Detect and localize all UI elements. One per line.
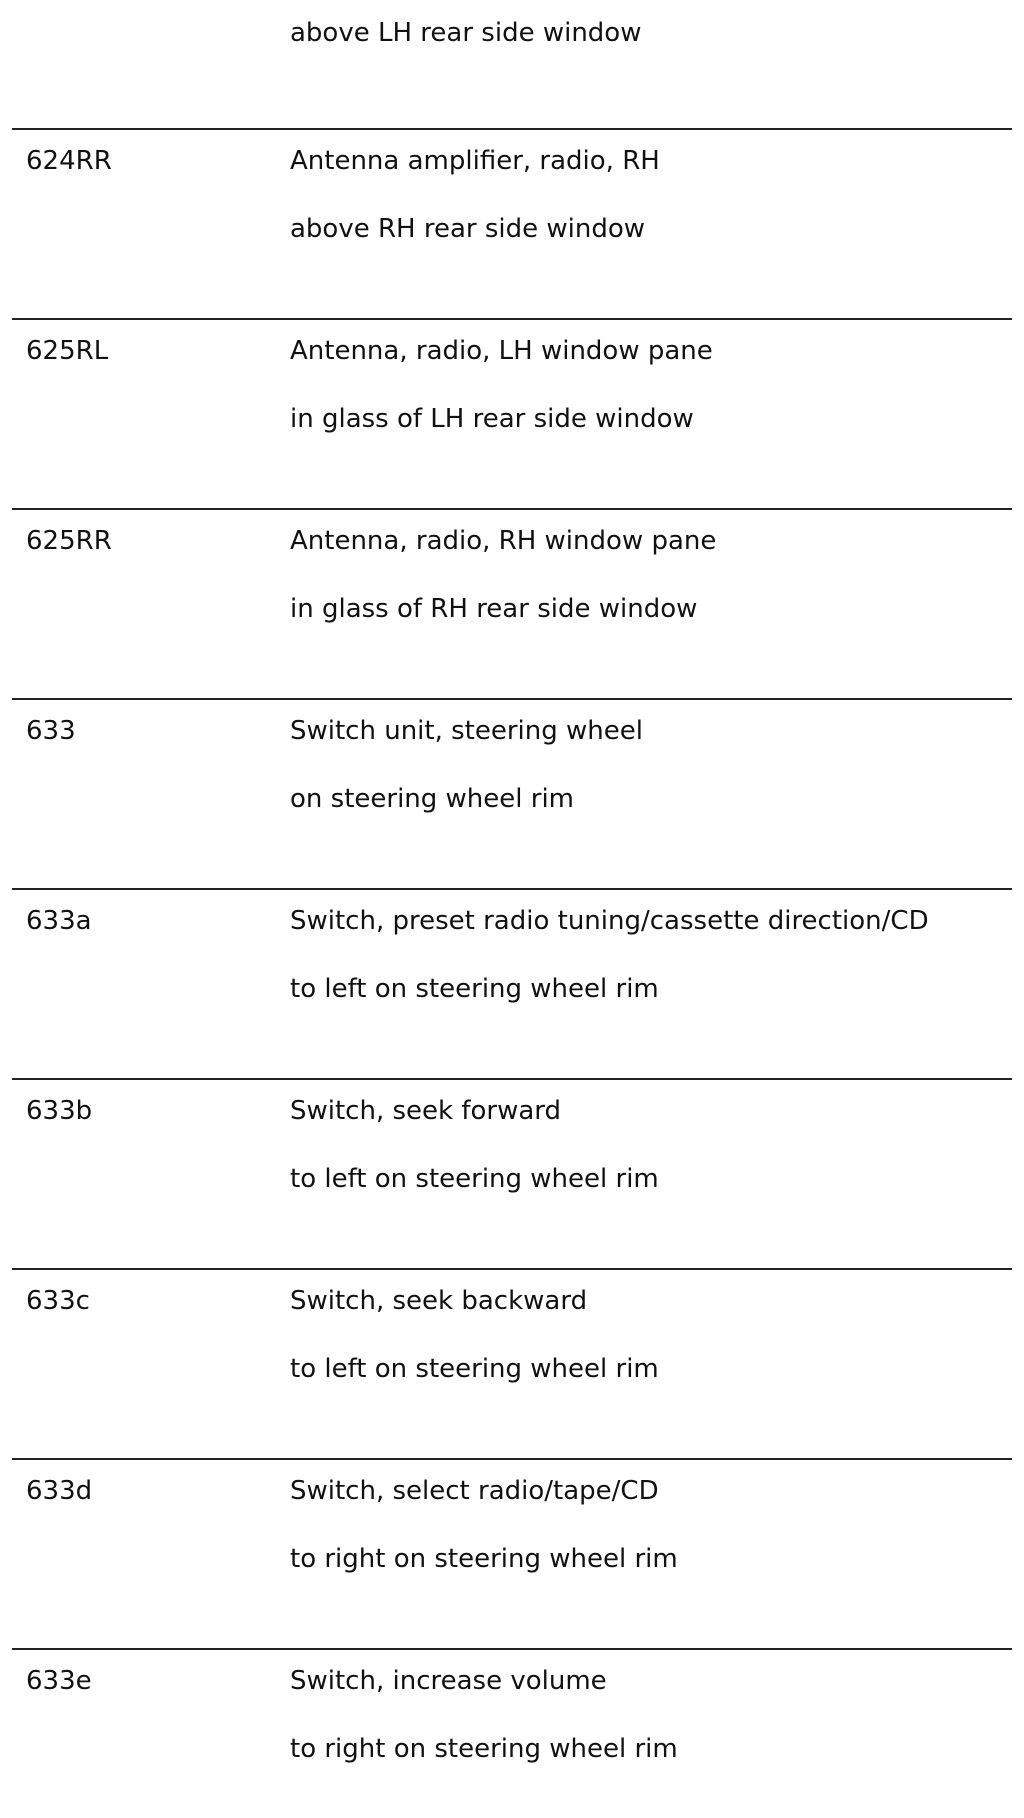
component-code: 633c bbox=[26, 1286, 90, 1316]
component-code: 624RR bbox=[26, 146, 112, 176]
component-location: to right on steering wheel rim bbox=[290, 1544, 678, 1574]
row-divider bbox=[12, 698, 1012, 700]
component-entry bbox=[12, 1458, 1012, 1648]
row-divider bbox=[12, 128, 1012, 130]
row-divider bbox=[12, 1078, 1012, 1080]
component-location: to left on steering wheel rim bbox=[290, 1164, 659, 1194]
row-divider bbox=[12, 1268, 1012, 1270]
row-divider bbox=[12, 888, 1012, 890]
component-code: 633d bbox=[26, 1476, 93, 1506]
component-entry bbox=[12, 318, 1012, 508]
component-code: 625RR bbox=[26, 526, 112, 556]
component-code: 633a bbox=[26, 906, 92, 936]
row-divider bbox=[12, 508, 1012, 510]
continued-location-text: above LH rear side window bbox=[290, 18, 642, 48]
component-location: in glass of LH rear side window bbox=[290, 404, 694, 434]
component-entry bbox=[12, 1078, 1012, 1268]
component-location: to right on steering wheel rim bbox=[290, 1734, 678, 1764]
component-description: Switch, seek backward bbox=[290, 1286, 588, 1316]
component-description: Antenna, radio, LH window pane bbox=[290, 336, 713, 366]
row-divider bbox=[12, 1458, 1012, 1460]
component-entry bbox=[12, 508, 1012, 698]
component-description: Switch, seek forward bbox=[290, 1096, 562, 1126]
component-code: 625RL bbox=[26, 336, 109, 366]
component-location: on steering wheel rim bbox=[290, 784, 575, 814]
component-description: Switch, preset radio tuning/cassette direction/CD bbox=[290, 906, 929, 936]
row-divider bbox=[12, 1648, 1012, 1650]
component-location: in glass of RH rear side window bbox=[290, 594, 698, 624]
component-description: Switch unit, steering wheel bbox=[290, 716, 643, 746]
component-entry bbox=[12, 888, 1012, 1078]
component-description: Switch, select radio/tape/CD bbox=[290, 1476, 659, 1506]
row-divider bbox=[12, 318, 1012, 320]
component-description: Antenna amplifier, radio, RH bbox=[290, 146, 660, 176]
component-location: to left on steering wheel rim bbox=[290, 1354, 659, 1384]
component-code: 633b bbox=[26, 1096, 93, 1126]
component-entry bbox=[12, 1268, 1012, 1458]
component-description: Antenna, radio, RH window pane bbox=[290, 526, 717, 556]
component-entry bbox=[12, 128, 1012, 318]
component-location: to left on steering wheel rim bbox=[290, 974, 659, 1004]
component-location: above RH rear side window bbox=[290, 214, 646, 244]
component-entry bbox=[12, 1648, 1012, 1818]
component-code: 633 bbox=[26, 716, 76, 746]
component-entry bbox=[12, 698, 1012, 888]
component-code: 633e bbox=[26, 1666, 92, 1696]
component-description: Switch, increase volume bbox=[290, 1666, 607, 1696]
